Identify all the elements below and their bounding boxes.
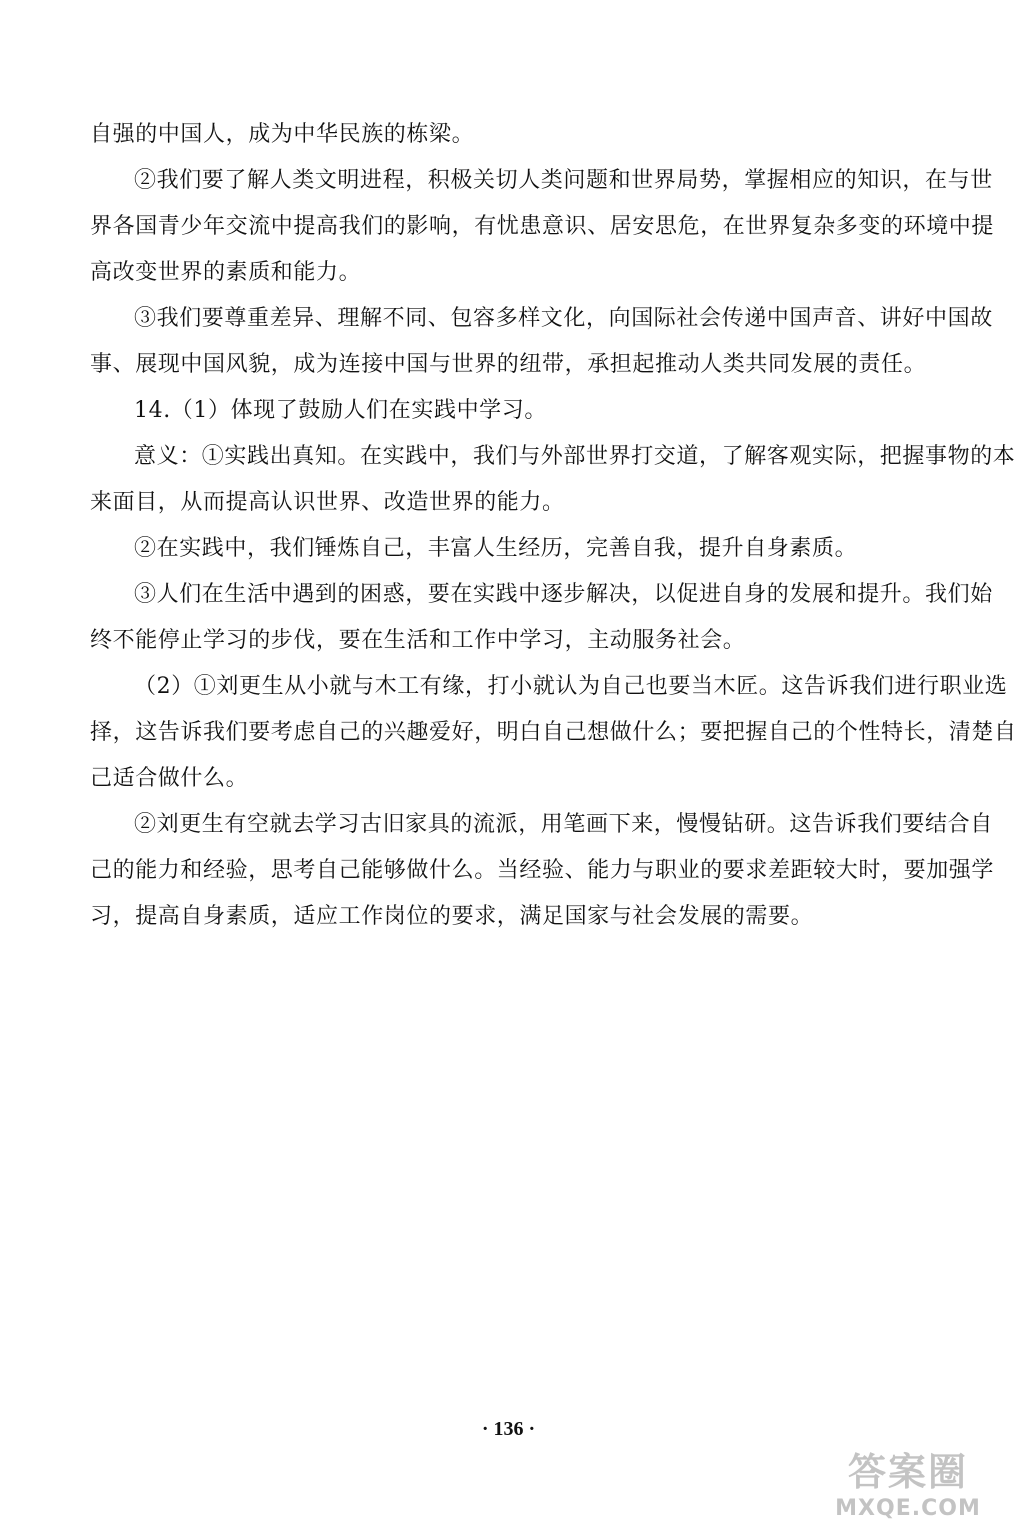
text-line: ②我们要了解人类文明进程，积极关切人类问题和世界局势，掌握相应的知识，在与世 (134, 168, 993, 193)
text-line: ③人们在生活中遇到的困惑，要在实践中逐步解决，以促进自身的发展和提升。我们始 (134, 582, 993, 607)
watermark-logo (813, 1448, 1003, 1528)
text-line: 习，提高自身素质，适应工作岗位的要求，满足国家与社会发展的需要。 (90, 904, 814, 929)
text-line: ②刘更生有空就去学习古旧家具的流派，用笔画下来，慢慢钻研。这告诉我们要结合自 (134, 812, 993, 837)
text-line: 自强的中国人，成为中华民族的栋梁。 (90, 122, 475, 147)
text-line: 意义：①实践出真知。在实践中，我们与外部世界打交道，了解客观实际，把握事物的本 (134, 444, 1016, 469)
text-line: 己适合做什么。 (90, 766, 249, 791)
text-line: 己的能力和经验，思考自己能够做什么。当经验、能力与职业的要求差距较大时，要加强学 (90, 858, 995, 883)
watermark-url: MXQE.COM (835, 1496, 981, 1521)
text-line: 来面目，从而提高认识世界、改造世界的能力。 (90, 490, 565, 515)
watermark-title: 答案圈 (847, 1450, 968, 1494)
text-line: ②在实践中，我们锤炼自己，丰富人生经历，完善自我，提升自身素质。 (134, 536, 858, 561)
text-line: 择，这告诉我们要考虑自己的兴趣爱好，明白自己想做什么；要把握自己的个性特长，清楚自 (90, 720, 1017, 745)
text-line: 高改变世界的素质和能力。 (90, 260, 362, 285)
text-line: 14.（1）体现了鼓励人们在实践中学习。 (134, 398, 547, 423)
document-body (90, 112, 1017, 940)
text-line: ③我们要尊重差异、理解不同、包容多样文化，向国际社会传递中国声音、讲好中国故 (134, 306, 993, 331)
page-number: · 136 · (481, 1418, 536, 1440)
text-line: 界各国青少年交流中提高我们的影响，有忧患意识、居安思危，在世界复杂多变的环境中提 (90, 214, 995, 239)
text-line: 事、展现中国风貌，成为连接中国与世界的纽带，承担起推动人类共同发展的责任。 (90, 352, 927, 377)
text-line: 终不能停止学习的步伐，要在生活和工作中学习，主动服务社会。 (90, 628, 746, 653)
text-line: （2）①刘更生从小就与木工有缘，打小就认为自己也要当木匠。这告诉我们进行职业选 (134, 674, 1008, 699)
